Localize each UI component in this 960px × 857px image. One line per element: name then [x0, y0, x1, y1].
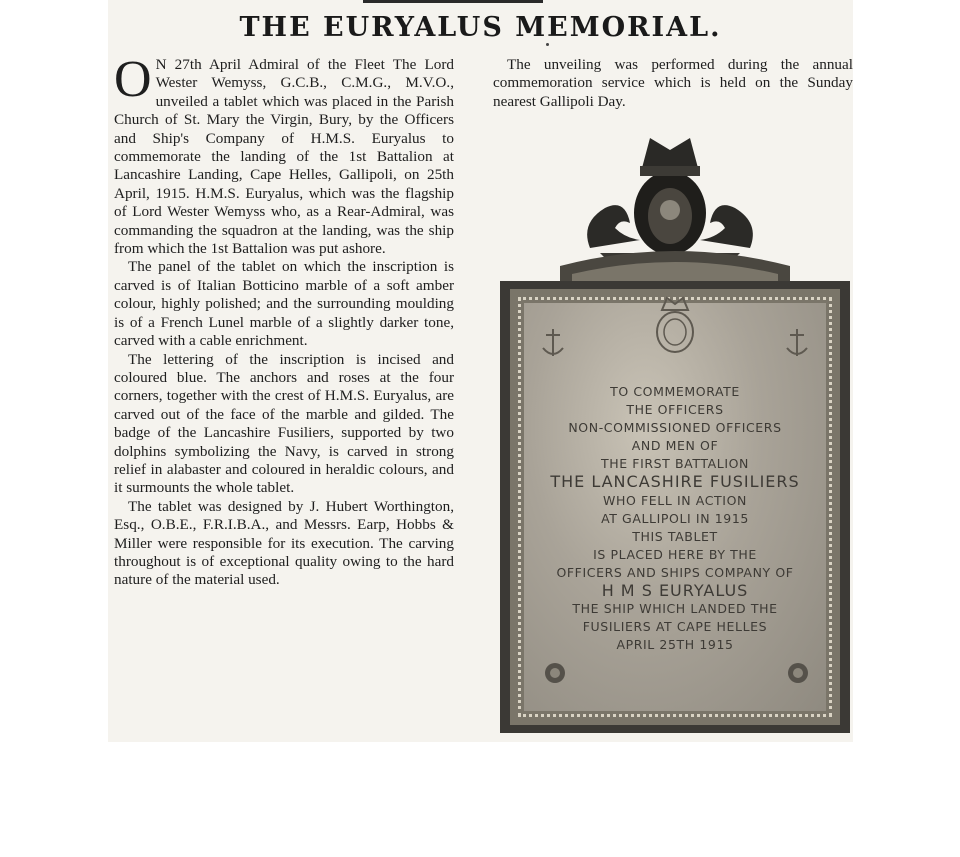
anchor-icon [784, 326, 810, 360]
inscription-line: THIS TABLET [632, 528, 718, 544]
drop-cap: O [114, 51, 152, 108]
inscription-line: THE LANCASHIRE FUSILIERS [550, 472, 800, 492]
paragraph-4: The tablet was designed by J. Hubert Worthington, Esq., O.B.E., F.R.I.B.A., and Messrs. Earp, Hobbs & Miller were responsible for its execution. The carving throughout is of exceptional quality owing to the hard nature of the material used. [114, 497, 454, 589]
magazine-page [108, 0, 853, 742]
paragraph-2: The panel of the tablet on which the inscription is carved is of Italian Botticino marble of a soft amber colour, highly polished; and the surrounding moulding is of a French Lunel marble of a slightly darker tone, carved with a cable enrichment. [114, 258, 454, 350]
inscription-line: IS PLACED HERE BY THE [593, 546, 757, 562]
memorial-tablet-photo [500, 128, 852, 738]
inscription-line: NON-COMMISSIONED OFFICERS [568, 420, 782, 436]
paragraph-3: The lettering of the inscription is incised and coloured blue. The anchors and roses at the four corners, together with the crest of H.M.S. Euryalus, are carved out of the face of the marble and gilded. The badge of the Lancashire Fusiliers, supported by two dolphins symbolizing the Navy, is carved in strong relief in alabaster and coloured in heraldic colours, and it surmounts the whole tablet. [114, 350, 454, 497]
inscription-line: THE OFFICERS [626, 402, 724, 418]
article-title: THE EURYALUS MEMORIAL. [239, 12, 722, 43]
inscription-line: FUSILIERS AT CAPE HELLES [582, 619, 768, 635]
paragraph-1-text: N 27th April Admiral of the Fleet The Lord Wester Wemyss, G.C.B., C.M.G., M.V.O., unveiled a tablet which was placed in the Parish Church of St. Mary the Virgin, Bury, by the Officers and Ship's Company of H.M.S. Euryalus to commemorate the landing of the 1st Battalion at Lancashire Landing, Cape Helles, Gallipoli, on 25th April, 1915. H.M.S. Euryalus, which was the flagship of Lord Wester Wemyss who, as a Rear-Admiral, was commanding the squadron at the landing, was the ship from which the 1st Battalion was put ashore. [114, 56, 454, 258]
anchor-icon [540, 326, 566, 360]
inscription-line: TO COMMEMORATE [610, 384, 740, 399]
inscription-line: H M S EURYALUS [601, 581, 749, 601]
top-rule [363, 0, 543, 3]
paragraph-1 [114, 51, 454, 258]
left-column [114, 51, 454, 590]
rose-icon [785, 656, 811, 690]
inscription-line: APRIL 25TH 1915 [616, 637, 734, 653]
rose-icon [542, 656, 568, 690]
right-column [493, 56, 853, 111]
inscription-line: OFFICERS AND SHIPS COMPANY OF [556, 564, 794, 580]
right-paragraph: The unveiling was performed during the annual commemoration service which is held on the Sunday nearest Gallipoli Day. [493, 56, 853, 110]
inscription-line: THE FIRST BATTALION [600, 456, 750, 472]
inscription-line: WHO FELL IN ACTION [603, 492, 747, 508]
tablet-inscription [528, 383, 822, 654]
inscription-line: THE SHIP WHICH LANDED THE [572, 601, 778, 617]
euryalus-crest [650, 296, 700, 356]
inscription-line: AND MEN OF [631, 438, 719, 454]
inscription-line: AT GALLIPOLI IN 1915 [601, 510, 749, 526]
title-dot [546, 43, 549, 46]
fusiliers-badge-crest [570, 128, 770, 263]
